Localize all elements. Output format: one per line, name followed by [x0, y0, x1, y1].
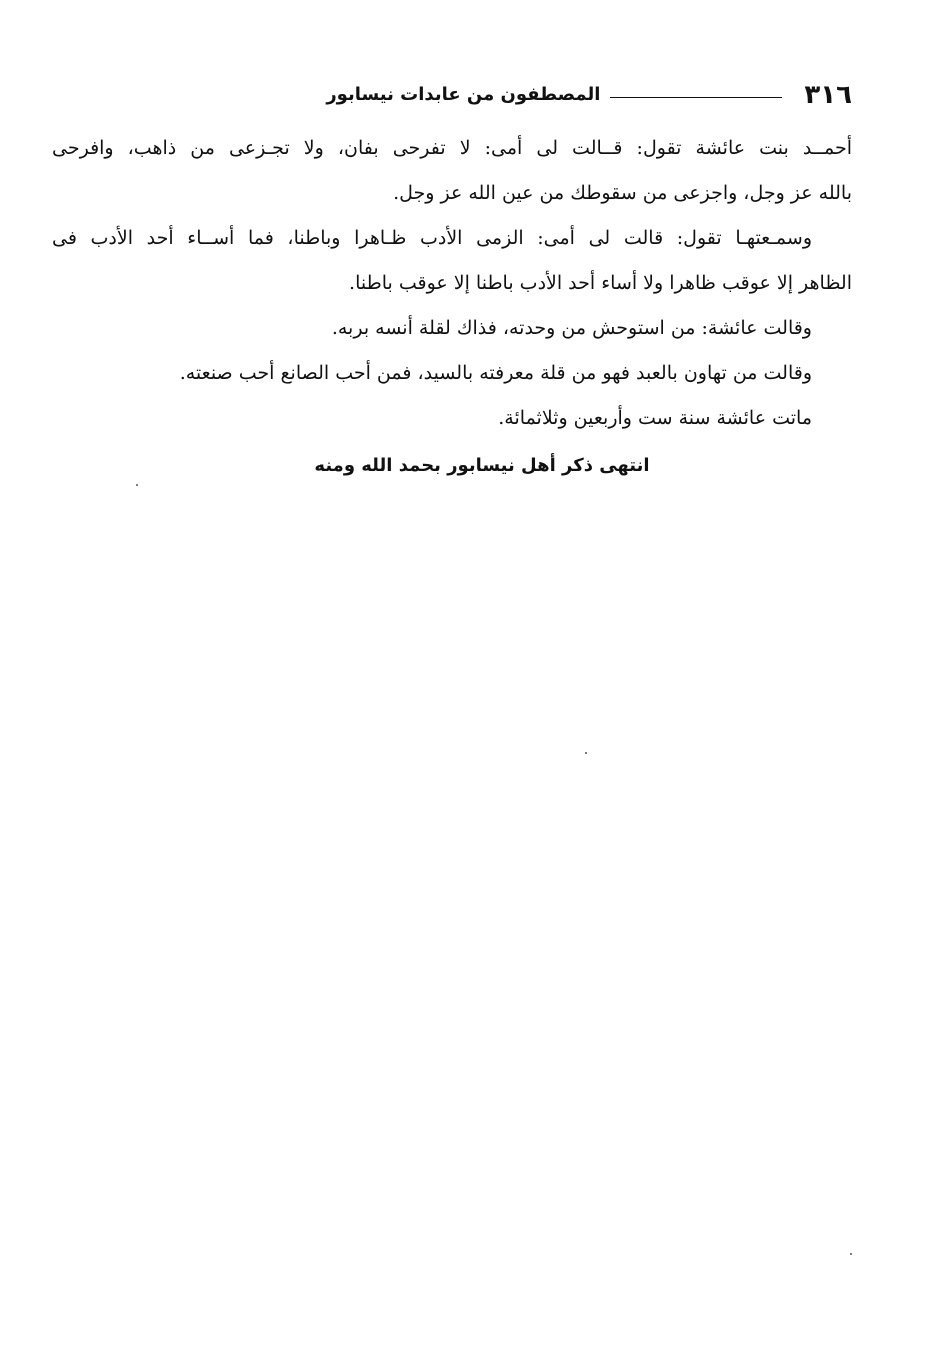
page-number: ٣١٦: [804, 80, 852, 110]
header-rule: [610, 97, 782, 98]
text-line: ماتت عائشة سنة ست وأربعين وثلاثمائة.: [498, 407, 812, 429]
running-title: المصطفون من عابدات نيسابور: [326, 84, 601, 105]
scan-speck: [136, 484, 138, 486]
scan-speck: [585, 752, 587, 754]
page-header: [52, 78, 852, 112]
body-text: [52, 126, 852, 488]
text-line: وسمـعتهـا تقول: قالت لى أمى: الزمى الأدب ظـاهرا وباطنا، فما أســاء أحد الأدب فى: [52, 227, 812, 249]
text-line: بالله عز وجل، واجزعى من سقوطك من عين الله عز وجل.: [393, 182, 852, 204]
text-line: وقالت من تهاون بالعبد فهو من قلة معرفته بالسيد، فمن أحب الصانع أحب صنعته.: [179, 362, 812, 384]
text-line: الظاهر إلا عوقب ظاهرا ولا أساء أحد الأدب باطنا إلا عوقب باطنا.: [349, 272, 852, 294]
closing-line: انتهى ذكر أهل نيسابور بحمد الله ومنه: [314, 455, 650, 476]
text-line: أحمــد بنت عائشة تقول: قــالت لى أمى: لا تفرحى بفان، ولا تجـزعى من ذاهب، وافرحى: [52, 137, 852, 159]
scan-speck: [850, 1253, 852, 1255]
text-line: وقالت عائشة: من استوحش من وحدته، فذاك لقلة أنسه بربه.: [331, 317, 812, 339]
